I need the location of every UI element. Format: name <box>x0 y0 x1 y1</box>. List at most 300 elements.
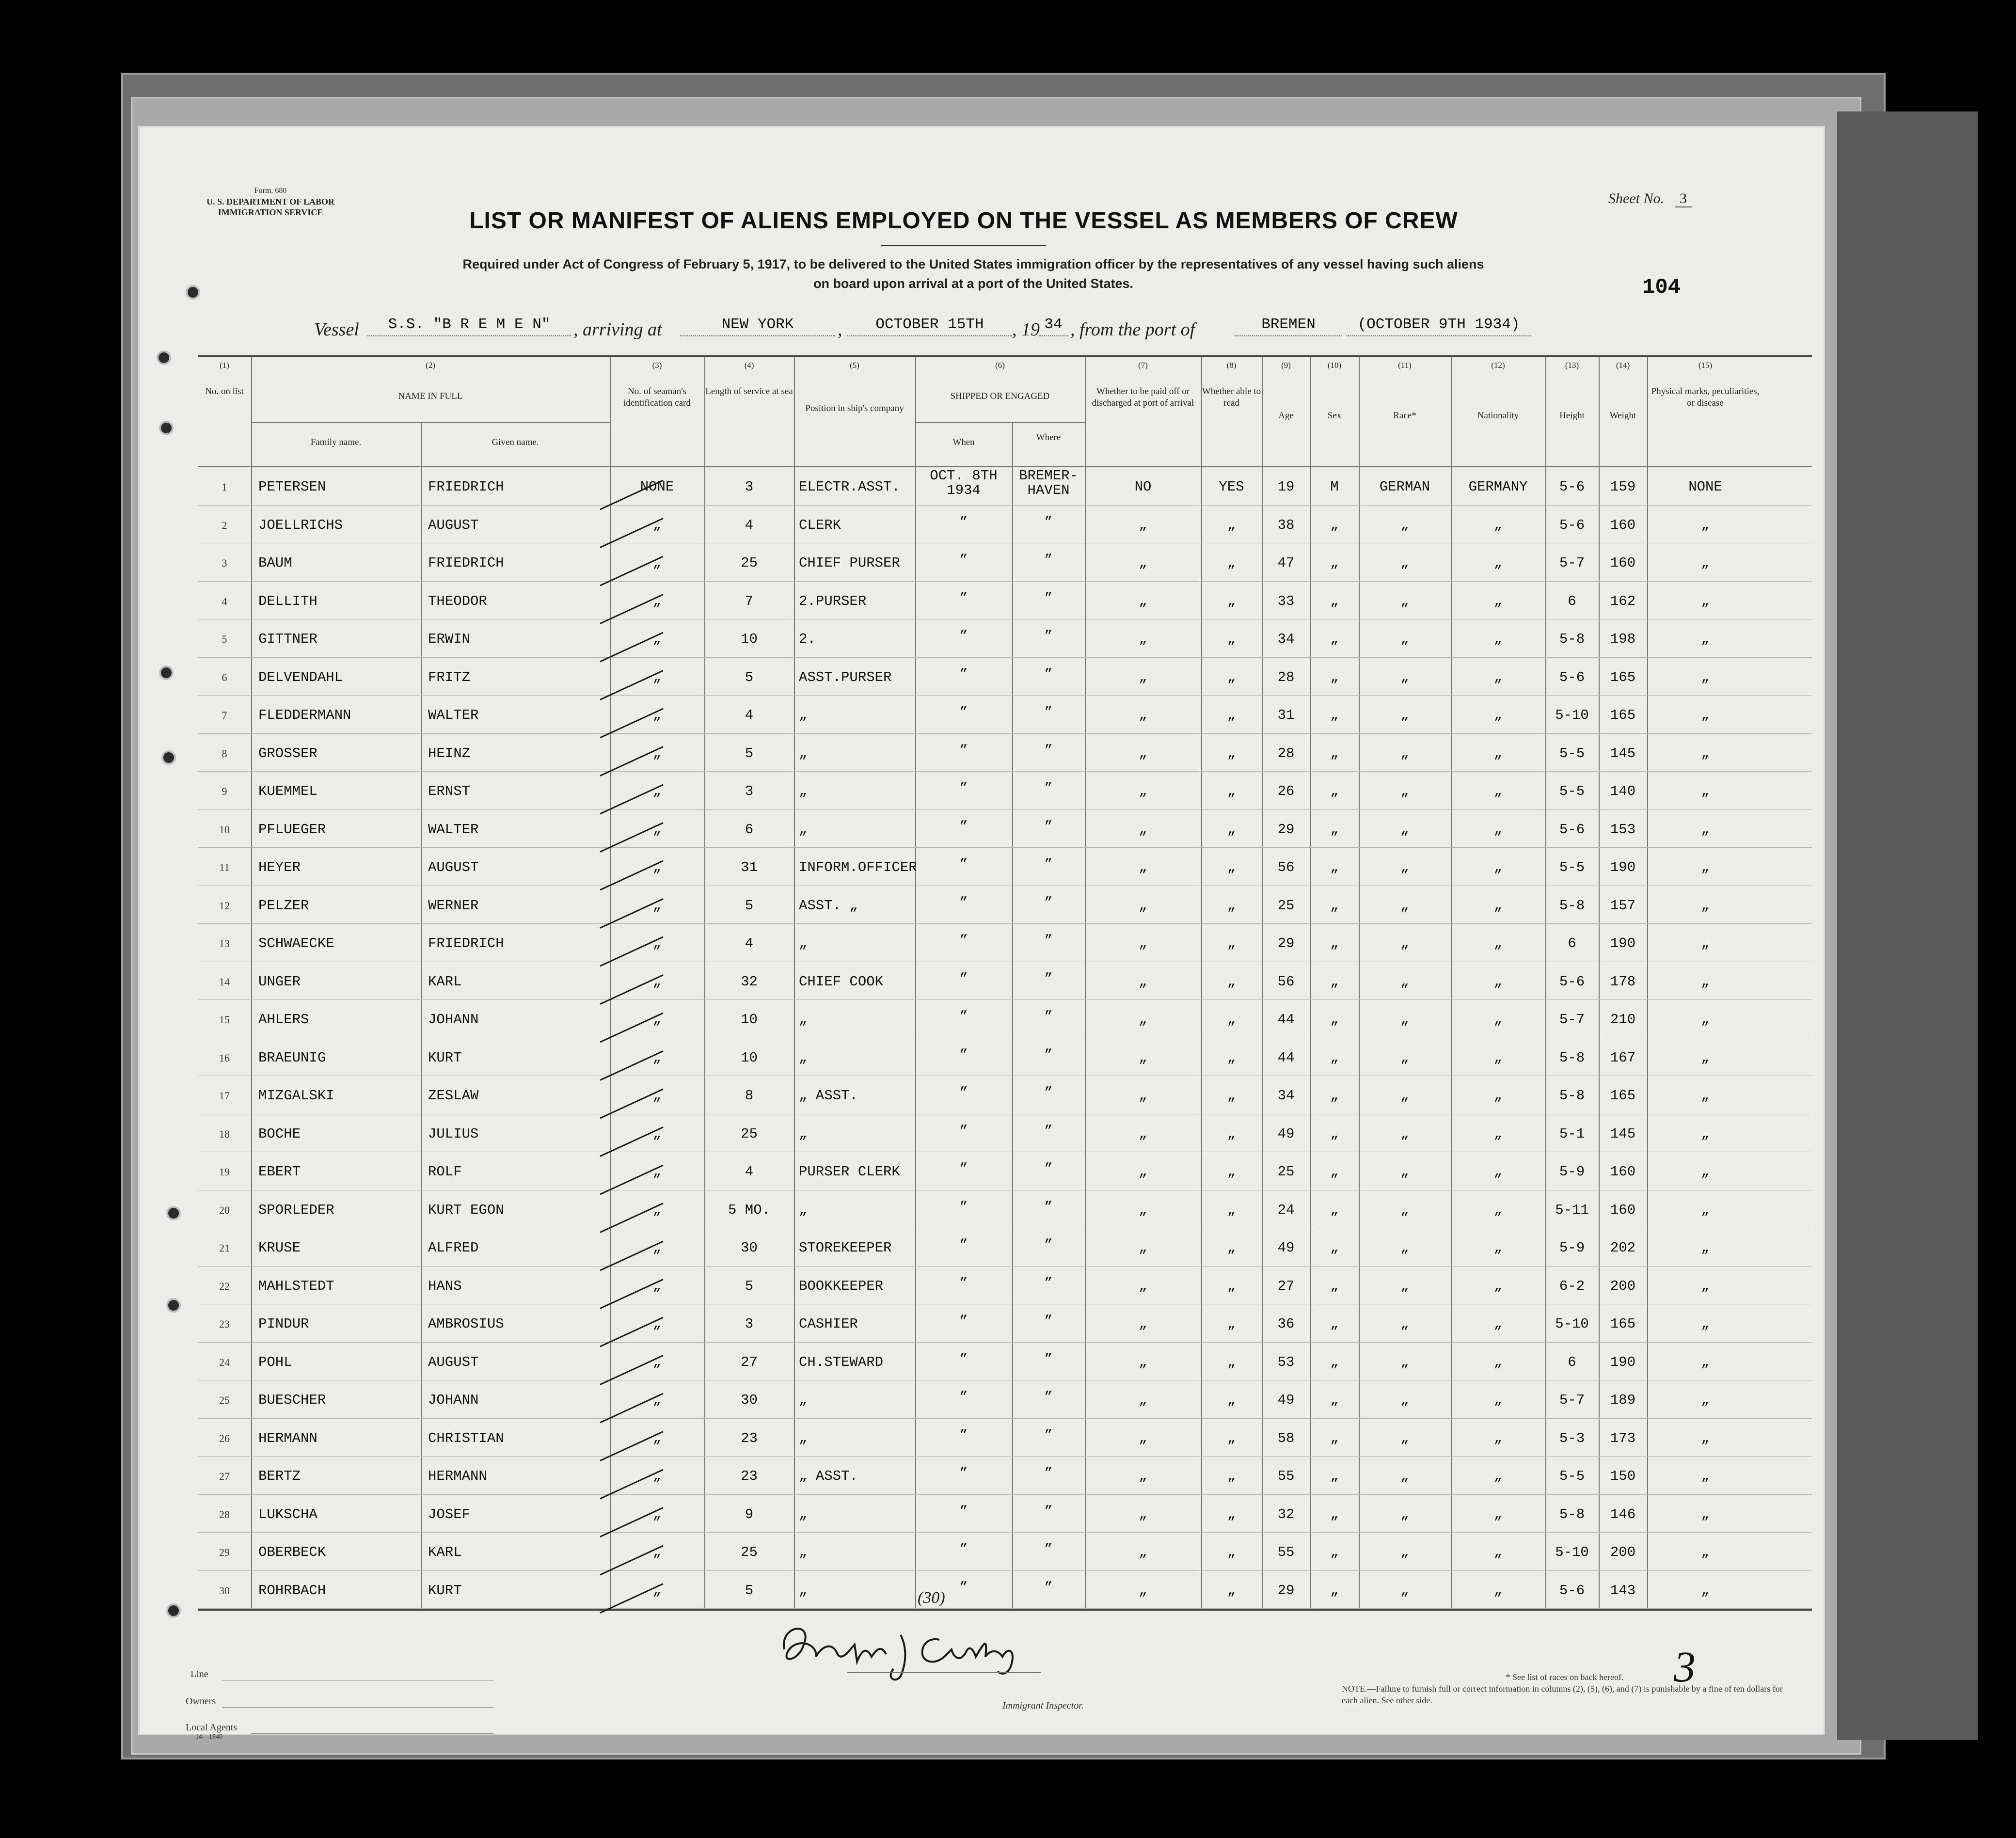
cell-sex: „ <box>1330 1506 1339 1522</box>
cell-weight: 145 <box>1610 745 1636 761</box>
cell-weight: 200 <box>1610 1278 1636 1294</box>
subtitle-line-2: on board upon arrival at a port of the United States. <box>813 276 1134 291</box>
cell-shipped-when: „ <box>959 506 968 522</box>
header-where: Where <box>1036 432 1061 443</box>
cell-physical-marks: „ <box>1701 935 1710 951</box>
cell-given-name: FRIEDRICH <box>428 935 504 951</box>
cell-family-name: MAHLSTEDT <box>258 1278 334 1294</box>
footnote <box>1342 1671 1788 1706</box>
cell-sex: „ <box>1330 593 1339 609</box>
cell-shipped-when: „ <box>959 1267 968 1283</box>
cell-sex: „ <box>1330 1582 1339 1599</box>
cell-weight: 165 <box>1610 707 1636 723</box>
cell-race: „ <box>1400 1278 1409 1294</box>
cell-nationality: „ <box>1493 821 1503 838</box>
punch-hole <box>159 665 174 680</box>
cell-paid-off: „ <box>1139 1354 1147 1370</box>
cell-nationality: GERMANY <box>1468 479 1528 495</box>
table-row <box>198 771 1812 772</box>
cell-race: „ <box>1400 783 1409 799</box>
cell-nationality: „ <box>1493 1468 1503 1484</box>
cell-id-card: „ <box>652 1164 662 1180</box>
table-row <box>198 581 1812 582</box>
cell-able-to-read: „ <box>1227 1012 1236 1028</box>
cell-race: „ <box>1400 1049 1409 1066</box>
cell-service-length: 4 <box>745 935 754 951</box>
cell-shipped-where: „ <box>1044 506 1053 522</box>
cell-height: 5-10 <box>1555 1544 1589 1560</box>
cell-service-length: 3 <box>745 479 754 495</box>
column-number: (9) <box>1281 361 1291 370</box>
header-shipped: SHIPPED OR ENGAGED <box>950 391 1050 401</box>
cell-row-number: 17 <box>219 1090 230 1102</box>
cell-sex: „ <box>1330 517 1339 533</box>
cell-shipped-where: „ <box>1044 1343 1053 1359</box>
cell-row-number: 11 <box>219 861 230 873</box>
cell-service-length: 8 <box>745 1088 754 1104</box>
cell-paid-off: „ <box>1139 821 1147 838</box>
header-name-in-full: NAME IN FULL <box>398 391 463 401</box>
arrival-port: NEW YORK <box>680 316 835 336</box>
column-number: (2) <box>426 361 435 370</box>
table-row <box>198 1266 1812 1267</box>
cell-height: 5-8 <box>1559 1049 1585 1066</box>
cell-shipped-where: „ <box>1044 1114 1053 1131</box>
cell-given-name: KARL <box>428 1544 462 1560</box>
cell-sex: „ <box>1330 1316 1339 1332</box>
cell-row-number: 5 <box>222 633 227 645</box>
cell-id-card: „ <box>652 1354 662 1370</box>
cell-age: 27 <box>1277 1278 1295 1294</box>
table-row <box>198 1570 1812 1571</box>
cell-row-number: 10 <box>219 823 230 836</box>
cell-nationality: „ <box>1493 1506 1503 1522</box>
cell-weight: 178 <box>1610 973 1636 990</box>
cell-paid-off: „ <box>1139 859 1147 875</box>
cell-age: 58 <box>1277 1430 1295 1446</box>
cell-row-number: 25 <box>219 1394 230 1406</box>
cell-shipped-where: „ <box>1044 658 1053 674</box>
vessel-name: S.S. "B R E M E N" <box>367 316 571 336</box>
cell-shipped-when: „ <box>959 1419 968 1435</box>
cell-ship-position: „ <box>799 821 808 838</box>
cell-shipped-where: „ <box>1044 1533 1053 1549</box>
cell-physical-marks: „ <box>1701 821 1710 838</box>
cell-given-name: AUGUST <box>428 1354 479 1370</box>
cell-sex: „ <box>1330 1544 1339 1560</box>
cell-nationality: „ <box>1493 1316 1503 1332</box>
header-physical: Physical marks, peculiarities, or disease <box>1651 386 1760 408</box>
cell-height: 5-7 <box>1559 1392 1585 1408</box>
cell-family-name: DELLITH <box>258 593 317 609</box>
cell-height: 6 <box>1568 1354 1576 1370</box>
cell-race: „ <box>1400 1506 1409 1522</box>
cell-shipped-when: „ <box>959 1038 968 1055</box>
cell-able-to-read: „ <box>1227 1468 1236 1484</box>
cell-able-to-read: „ <box>1227 745 1236 761</box>
cell-shipped-when: „ <box>959 1571 968 1587</box>
cell-paid-off: „ <box>1139 973 1147 990</box>
cell-age: 26 <box>1277 783 1295 799</box>
header-divider <box>915 422 1085 423</box>
cell-race: „ <box>1400 821 1409 838</box>
column-number: (4) <box>744 361 754 370</box>
cell-able-to-read: „ <box>1227 1240 1236 1256</box>
cell-shipped-where: „ <box>1044 696 1053 712</box>
cell-age: 56 <box>1277 973 1295 990</box>
cell-physical-marks: „ <box>1701 1354 1710 1370</box>
cell-able-to-read: „ <box>1227 669 1236 685</box>
cell-shipped-when: „ <box>959 1533 968 1549</box>
cell-paid-off: „ <box>1139 1049 1147 1066</box>
cell-row-number: 14 <box>219 975 230 988</box>
cell-physical-marks: „ <box>1701 707 1710 723</box>
owners-label: Owners <box>186 1696 216 1707</box>
stamp-number: 104 <box>1642 275 1681 300</box>
cell-weight: 190 <box>1610 1354 1636 1370</box>
signature-image <box>770 1616 1061 1683</box>
cell-ship-position: ELECTR.ASST. <box>799 479 900 495</box>
column-number: (13) <box>1565 361 1579 370</box>
cell-physical-marks: „ <box>1701 1392 1710 1408</box>
cell-id-card: „ <box>652 1316 662 1332</box>
cell-sex: „ <box>1330 669 1339 685</box>
cell-shipped-when: „ <box>959 1305 968 1321</box>
header-id-card: No. of seaman's identification card <box>623 386 691 408</box>
inspector-signature <box>770 1616 1061 1683</box>
cell-id-card: „ <box>652 1506 662 1522</box>
cell-able-to-read: „ <box>1227 1506 1236 1522</box>
punch-hole <box>166 1206 181 1220</box>
cell-age: 29 <box>1277 1582 1295 1599</box>
cell-family-name: HERMANN <box>258 1430 317 1446</box>
cell-ship-position: „ <box>799 1049 808 1066</box>
sheet-label: Sheet No. <box>1608 190 1664 206</box>
cell-service-length: 3 <box>745 783 754 799</box>
cell-family-name: KUEMMEL <box>258 783 317 799</box>
cell-age: 29 <box>1277 935 1295 951</box>
cell-race: „ <box>1400 1316 1409 1332</box>
cell-family-name: AHLERS <box>258 1012 309 1028</box>
cell-height: 5-5 <box>1559 783 1585 799</box>
column-number: (7) <box>1138 361 1148 370</box>
cell-row-number: 8 <box>222 747 227 760</box>
cell-service-length: 25 <box>741 1544 758 1560</box>
cell-service-length: 30 <box>741 1392 758 1408</box>
cell-row-number: 4 <box>222 595 227 607</box>
cell-shipped-when: „ <box>959 924 968 940</box>
sheet-value: 3 <box>1675 190 1692 207</box>
cell-ship-position: 2. <box>799 631 816 647</box>
cell-shipped-where: „ <box>1044 1229 1053 1245</box>
cell-height: 5-9 <box>1559 1164 1585 1180</box>
cell-nationality: „ <box>1493 1012 1503 1028</box>
cell-nationality: „ <box>1493 1088 1503 1104</box>
cell-given-name: CHRISTIAN <box>428 1430 504 1446</box>
cell-given-name: JULIUS <box>428 1125 479 1142</box>
cell-age: 24 <box>1277 1202 1295 1218</box>
cell-physical-marks: „ <box>1701 1012 1710 1028</box>
form-number: Form. 680 <box>254 187 287 195</box>
cell-weight: 165 <box>1610 669 1636 685</box>
cell-id-card: „ <box>652 1088 662 1104</box>
cell-ship-position: „ <box>799 935 808 951</box>
cell-shipped-where: „ <box>1044 1038 1053 1055</box>
header-position: Position in ship's company <box>805 403 904 413</box>
cell-family-name: KRUSE <box>258 1240 301 1256</box>
cell-weight: 165 <box>1610 1316 1636 1332</box>
cell-sex: „ <box>1330 935 1339 951</box>
header-height: Height <box>1559 411 1585 421</box>
cell-paid-off: „ <box>1139 631 1147 647</box>
cell-age: 34 <box>1277 631 1295 647</box>
cell-height: 6-2 <box>1559 1278 1585 1294</box>
cell-sex: „ <box>1330 973 1339 990</box>
cell-weight: 160 <box>1610 555 1636 571</box>
cell-service-length: 32 <box>741 973 758 990</box>
cell-physical-marks: „ <box>1701 783 1710 799</box>
cell-able-to-read: „ <box>1227 897 1236 914</box>
column-number: (11) <box>1398 361 1412 370</box>
cell-race: „ <box>1400 1125 1409 1142</box>
cell-sex: „ <box>1330 821 1339 838</box>
cell-service-length: 4 <box>745 517 754 533</box>
cell-id-card: „ <box>652 555 662 571</box>
cell-age: 56 <box>1277 859 1295 875</box>
cell-row-number: 23 <box>219 1318 230 1330</box>
table-row <box>198 733 1812 734</box>
cell-family-name: BERTZ <box>258 1468 301 1484</box>
cell-race: „ <box>1400 707 1409 723</box>
cell-service-length: 5 <box>745 1582 754 1599</box>
cell-able-to-read: „ <box>1227 1544 1236 1560</box>
cell-physical-marks: „ <box>1701 555 1710 571</box>
cell-race: „ <box>1400 859 1409 875</box>
cell-paid-off: „ <box>1139 1125 1147 1142</box>
cell-height: 5-6 <box>1559 517 1585 533</box>
cell-age: 49 <box>1277 1125 1295 1142</box>
cell-nationality: „ <box>1493 1049 1503 1066</box>
cell-height: 5-1 <box>1559 1125 1585 1142</box>
cell-race: „ <box>1400 1582 1409 1599</box>
cell-nationality: „ <box>1493 935 1503 951</box>
cell-able-to-read: „ <box>1227 593 1236 609</box>
cell-height: 5-7 <box>1559 1012 1585 1028</box>
cell-id-card: „ <box>652 1430 662 1446</box>
cell-race: „ <box>1400 745 1409 761</box>
cell-id-card: „ <box>652 745 662 761</box>
cell-ship-position: STOREKEEPER <box>799 1240 892 1256</box>
cell-paid-off: „ <box>1139 669 1147 685</box>
table-row <box>198 1456 1812 1457</box>
cell-age: 31 <box>1277 707 1295 723</box>
cell-ship-position: „ <box>799 1125 808 1142</box>
cell-ship-position: CLERK <box>799 517 841 533</box>
cell-id-card: „ <box>652 897 662 914</box>
cell-service-length: 31 <box>741 859 758 875</box>
cell-physical-marks: „ <box>1701 1278 1710 1294</box>
header-bottom-rule <box>198 466 1812 467</box>
cell-physical-marks: „ <box>1701 1125 1710 1142</box>
cell-race: „ <box>1400 935 1409 951</box>
cell-ship-position: ASST.PURSER <box>799 669 892 685</box>
header-age: Age <box>1278 411 1294 421</box>
cell-weight: 160 <box>1610 517 1636 533</box>
punch-hole <box>166 1298 181 1313</box>
cell-service-length: 4 <box>745 1164 754 1180</box>
cell-able-to-read: „ <box>1227 859 1236 875</box>
cell-row-number: 30 <box>219 1584 230 1597</box>
header-when: When <box>952 437 975 447</box>
cell-sex: „ <box>1330 1278 1339 1294</box>
cell-height: 5-10 <box>1555 707 1589 723</box>
cell-id-card: „ <box>652 1240 662 1256</box>
cell-paid-off: „ <box>1139 935 1147 951</box>
cell-race: „ <box>1400 1088 1409 1104</box>
cell-race: „ <box>1400 631 1409 647</box>
header-nationality: Nationality <box>1477 411 1519 421</box>
cell-service-length: 5 <box>745 745 754 761</box>
cell-service-length: 5 <box>745 1278 754 1294</box>
arrival-date: OCTOBER 15TH <box>847 316 1012 336</box>
cell-paid-off: „ <box>1139 517 1147 533</box>
cell-row-number: 13 <box>219 937 230 950</box>
cell-physical-marks: „ <box>1701 1430 1710 1446</box>
cell-given-name: KURT <box>428 1582 462 1599</box>
cell-sex: „ <box>1330 783 1339 799</box>
cell-service-length: 5 <box>745 669 754 685</box>
cell-ship-position: INFORM.OFFICER <box>799 859 917 875</box>
cell-service-length: 7 <box>745 593 754 609</box>
arriving-label: , arriving at <box>573 319 662 340</box>
manifest-page <box>138 126 1825 1741</box>
cell-race: GERMAN <box>1379 479 1430 495</box>
cell-physical-marks: „ <box>1701 1202 1710 1218</box>
cell-family-name: SCHWAECKE <box>258 935 334 951</box>
header-divider <box>251 422 610 423</box>
cell-sex: „ <box>1330 1049 1339 1066</box>
cell-paid-off: „ <box>1139 897 1147 914</box>
table-row <box>198 1532 1812 1533</box>
cell-row-number: 19 <box>219 1166 230 1178</box>
cell-row-number: 20 <box>219 1204 230 1216</box>
cell-sex: „ <box>1330 897 1339 914</box>
cell-physical-marks: „ <box>1701 745 1710 761</box>
cell-able-to-read: „ <box>1227 1582 1236 1599</box>
table-row <box>198 1494 1812 1495</box>
cell-id-card: „ <box>652 1049 662 1066</box>
cell-given-name: HERMANN <box>428 1468 487 1484</box>
cell-service-length: 25 <box>741 1125 758 1142</box>
cell-ship-position: „ <box>799 1544 808 1560</box>
cell-id-card: „ <box>652 1468 662 1484</box>
punch-hole <box>161 750 176 765</box>
cell-family-name: GROSSER <box>258 745 317 761</box>
cell-given-name: FRITZ <box>428 669 471 685</box>
cell-row-number: 27 <box>219 1470 230 1482</box>
column-divider <box>251 357 252 1609</box>
cell-weight: 189 <box>1610 1392 1636 1408</box>
cell-ship-position: „ <box>799 783 808 799</box>
cell-weight: 167 <box>1610 1049 1636 1066</box>
cell-weight: 198 <box>1610 631 1636 647</box>
cell-nationality: „ <box>1493 1544 1503 1560</box>
crew-manifest-table <box>198 355 1812 1611</box>
departure-date: (OCTOBER 9TH 1934) <box>1347 316 1531 336</box>
cell-id-card: „ <box>652 821 662 838</box>
cell-physical-marks: NONE <box>1688 479 1722 495</box>
cell-ship-position: „ ASST. <box>799 1468 858 1484</box>
cell-given-name: KARL <box>428 973 462 990</box>
table-row <box>198 657 1812 658</box>
cell-sex: „ <box>1330 707 1339 723</box>
cell-sex: „ <box>1330 859 1339 875</box>
cell-nationality: „ <box>1493 1392 1503 1408</box>
cell-shipped-where: „ <box>1044 1381 1053 1397</box>
cell-shipped-when: „ <box>959 658 968 674</box>
column-number: (6) <box>995 361 1005 370</box>
cell-shipped-where: „ <box>1044 1419 1053 1435</box>
cell-height: 5-11 <box>1555 1202 1589 1218</box>
cell-able-to-read: „ <box>1227 1088 1236 1104</box>
cell-able-to-read: „ <box>1227 707 1236 723</box>
sheet-number <box>1608 190 1692 207</box>
cell-family-name: OBERBECK <box>258 1544 326 1560</box>
cell-shipped-where: „ <box>1044 810 1053 826</box>
cell-able-to-read: „ <box>1227 1164 1236 1180</box>
cell-paid-off: „ <box>1139 1012 1147 1028</box>
cell-able-to-read: „ <box>1227 935 1236 951</box>
cell-nationality: „ <box>1493 1582 1503 1599</box>
cell-given-name: HANS <box>428 1278 462 1294</box>
cell-nationality: „ <box>1493 631 1503 647</box>
cell-height: 5-6 <box>1559 669 1585 685</box>
cell-sex: „ <box>1330 1430 1339 1446</box>
cell-shipped-when: „ <box>959 1343 968 1359</box>
cell-given-name: FRIEDRICH <box>428 479 504 495</box>
column-divider <box>421 422 422 1609</box>
cell-family-name: UNGER <box>258 973 301 990</box>
cell-given-name: AMBROSIUS <box>428 1316 504 1332</box>
cell-service-length: 10 <box>741 631 758 647</box>
cell-weight: 140 <box>1610 783 1636 799</box>
cell-weight: 143 <box>1610 1582 1636 1599</box>
cell-shipped-where: „ <box>1044 962 1053 979</box>
cell-height: 5-6 <box>1559 973 1585 990</box>
cell-given-name: WERNER <box>428 897 479 914</box>
cell-paid-off: „ <box>1139 1088 1147 1104</box>
cell-sex: „ <box>1330 555 1339 571</box>
cell-weight: 173 <box>1610 1430 1636 1446</box>
cell-nationality: „ <box>1493 1430 1503 1446</box>
cell-race: „ <box>1400 1392 1409 1408</box>
cell-age: 29 <box>1277 821 1295 838</box>
cell-given-name: FRIEDRICH <box>428 555 504 571</box>
cell-row-number: 12 <box>219 899 230 912</box>
cell-sex: „ <box>1330 631 1339 647</box>
cell-age: 34 <box>1277 1088 1295 1104</box>
cell-weight: 190 <box>1610 859 1636 875</box>
cell-race: „ <box>1400 1202 1409 1218</box>
cell-paid-off: „ <box>1139 1202 1147 1218</box>
table-row <box>198 1418 1812 1419</box>
cell-height: 5-8 <box>1559 631 1585 647</box>
cell-shipped-when: „ <box>959 696 968 712</box>
cell-physical-marks: „ <box>1701 973 1710 990</box>
cell-nationality: „ <box>1493 1202 1503 1218</box>
cell-paid-off: „ <box>1139 1164 1147 1180</box>
cell-age: 25 <box>1277 897 1295 914</box>
